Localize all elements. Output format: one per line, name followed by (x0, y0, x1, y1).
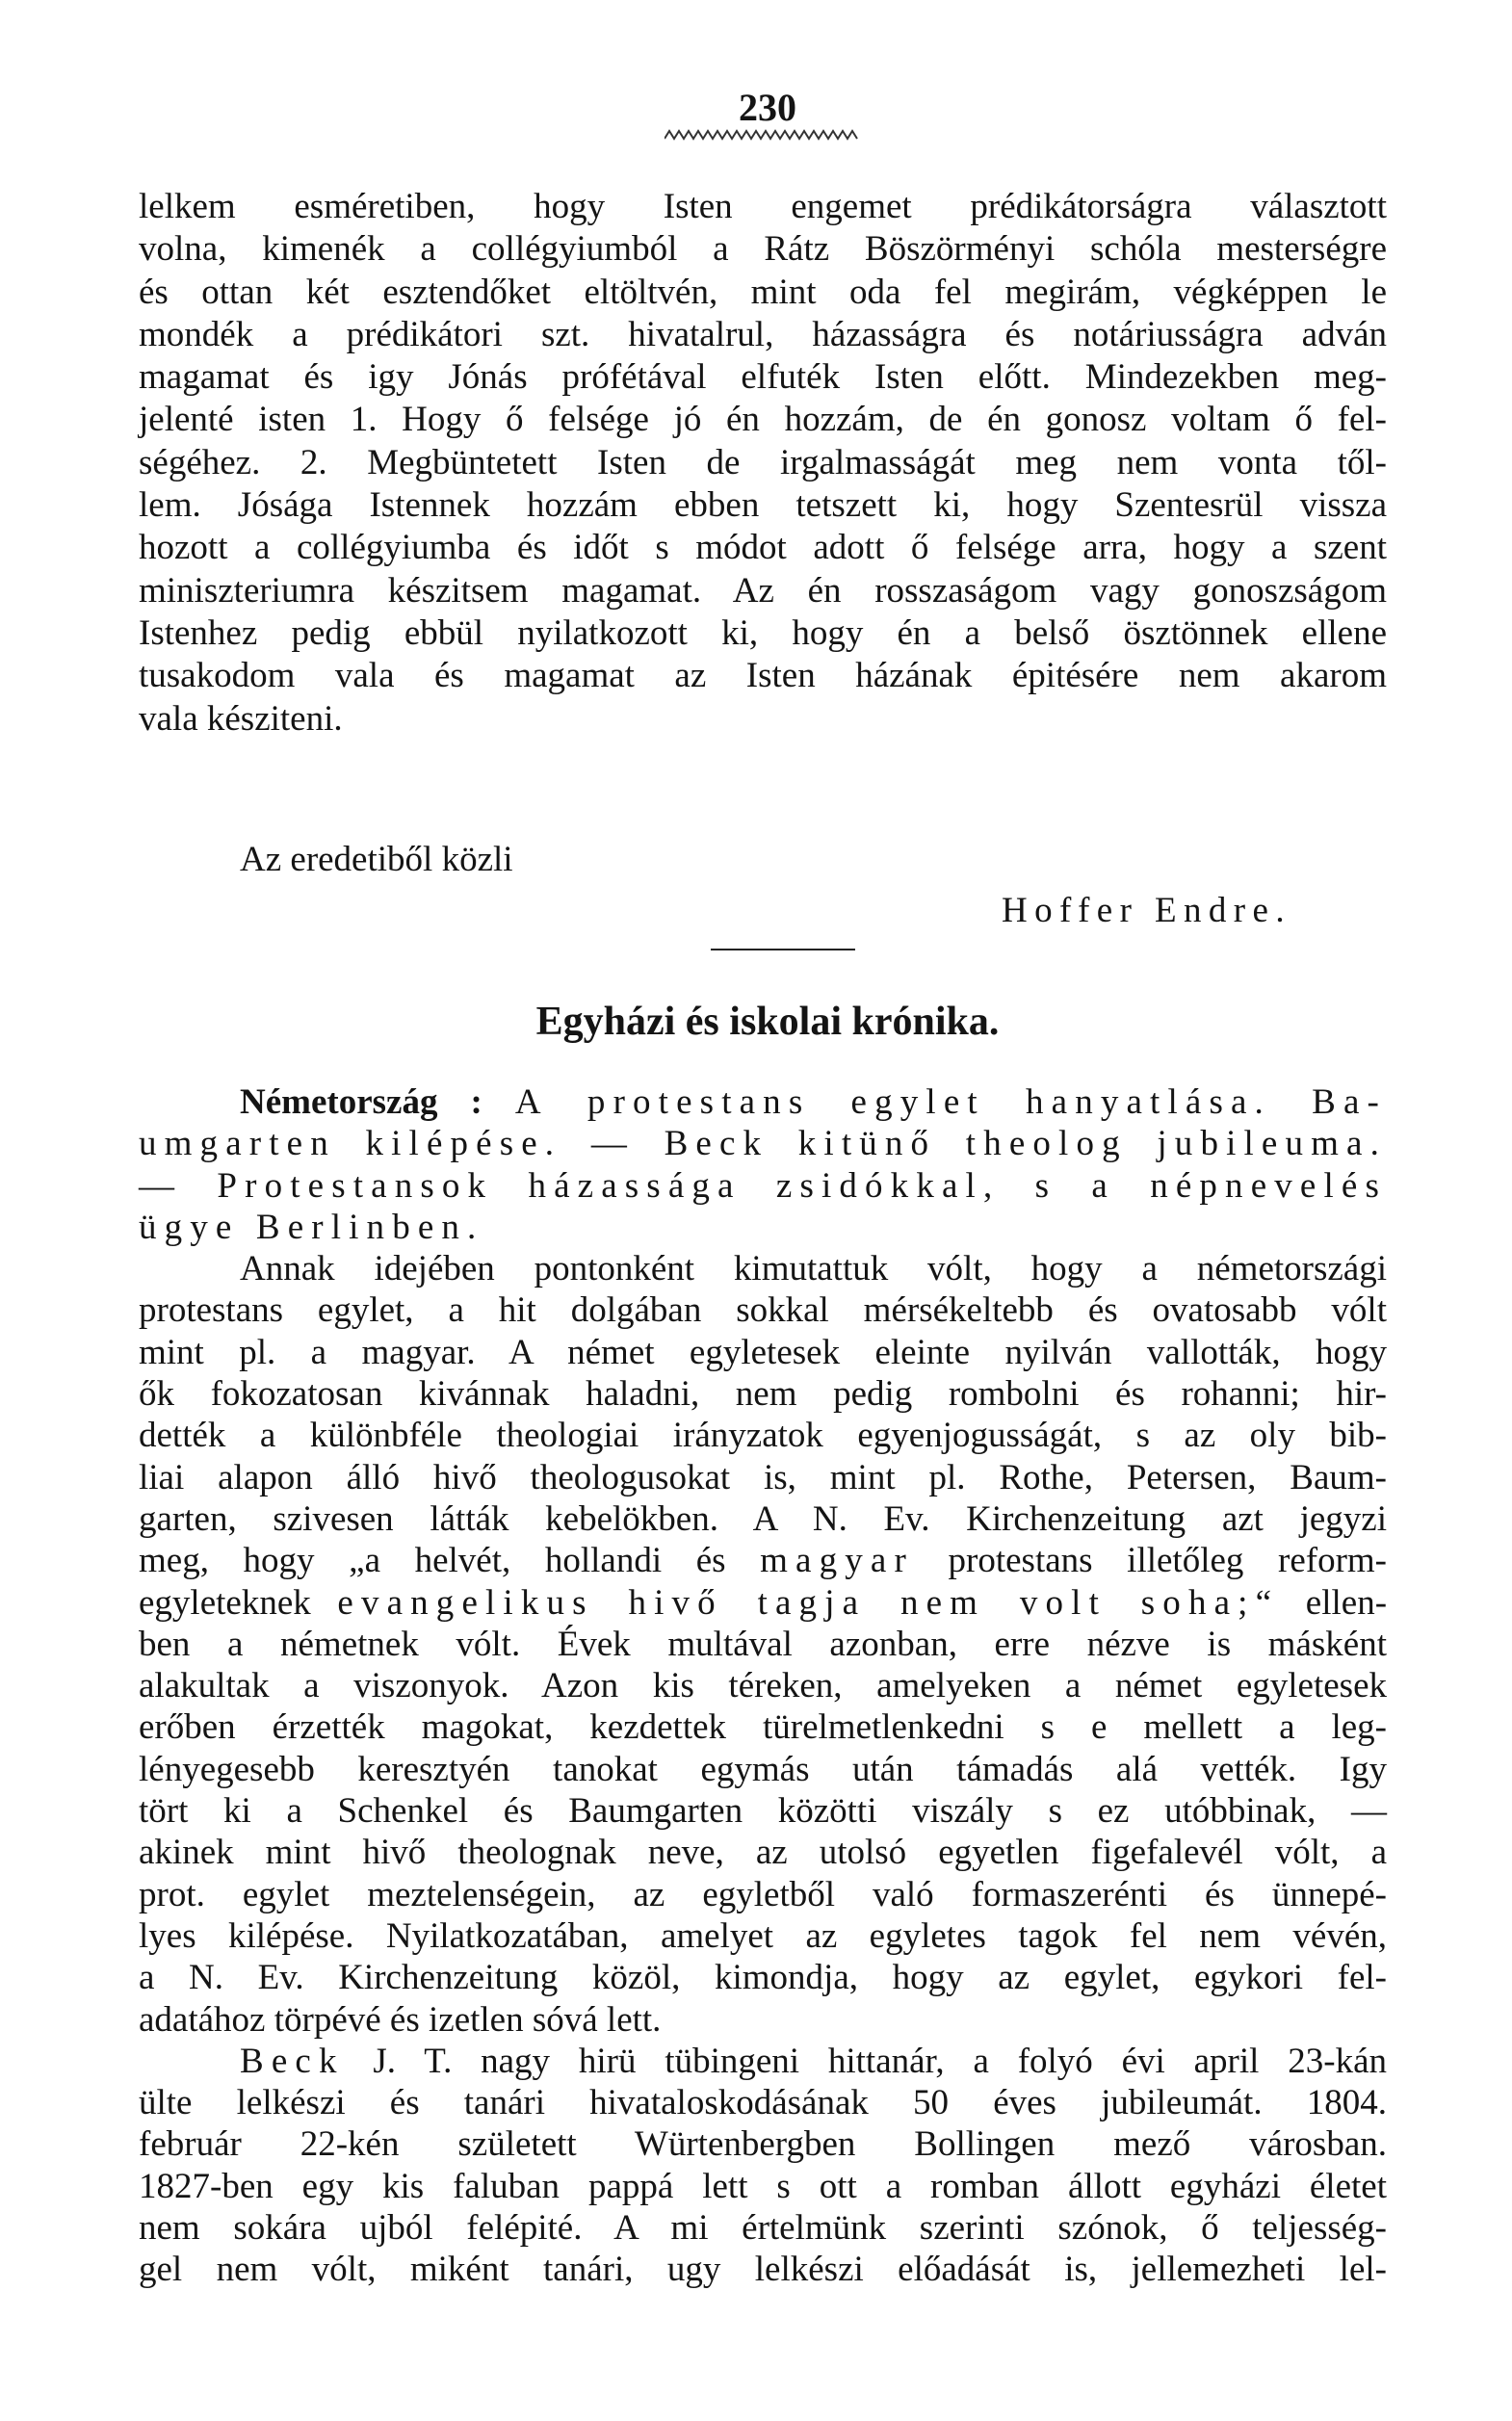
text-line: jelenté isten 1. Hogy ő felsége jó én hozzám, de én gonosz voltam ő fel- (139, 400, 1387, 440)
text-line (139, 1207, 1387, 1248)
text-line: prot. egylet meztelenségein, az egyletből való formaszerénti és ünnepé- (139, 1874, 1387, 1914)
signature-intro: Az eredetiből közli (240, 840, 513, 879)
text-line: protestans egylet, a hit dolgában sokkal mérsékeltebb és ovatosabb vólt (139, 1290, 1387, 1331)
text-line (139, 1165, 1387, 1207)
text-line: vala késziteni. (139, 698, 343, 739)
text-line: ségéhez. 2. Megbüntetett Isten de irgalmasságát meg nem vonta től- (139, 442, 1387, 482)
text-segment: ellen- (1279, 1582, 1388, 1623)
signature: Hoffer Endre. (1002, 891, 1291, 930)
spaced-text: umgarten kilépése. — Beck kitünő theolog jubileuma. (139, 1124, 1387, 1164)
text-line: dették a különbféle theologiai irányzatok egyenjogusságát, s az oly bib- (139, 1416, 1387, 1456)
spaced-text: evangelikus hivő tagja nem volt soha;“ (337, 1582, 1280, 1623)
text-line: hozott a collégyiumba és időt s módot adott ő felsége arra, hogy a szent (139, 528, 1387, 568)
text-line: ők fokozatosan kivánnak haladni, nem pedig rombolni és rohanni; hir- (139, 1374, 1387, 1415)
text-segment: egyleteknek (139, 1582, 338, 1623)
text-line: Istenhez pedig ebbül nyilatkozott ki, hogy én a belső ösztönnek ellene (139, 612, 1387, 653)
text-line (139, 1081, 1387, 1123)
spaced-text: A protestans egylet hanyatlása. Ba- (514, 1082, 1387, 1122)
text-line: nem sokára ujból felépité. A mi értelmünk szerinti szónok, ő teljesség- (139, 2208, 1387, 2249)
spaced-text: magyar (760, 1541, 914, 1581)
text-line: és ottan két esztendőket eltöltvén, mint oda fel megirám, végképpen le (139, 272, 1387, 312)
text-line: tusakodom vala és magamat az Isten házának épitésére nem akarom (139, 656, 1387, 696)
text-line: Annak idejében pontonként kimutattuk vólt, hogy a németországi (240, 1249, 1387, 1289)
text-line: garten, szivesen látták kebelökben. A N. Ev. Kirchenzeitung azt jegyzi (139, 1498, 1387, 1539)
text-line: mondék a prédikátori szt. hivatalrul, házasságra és notáriusságra adván (139, 314, 1387, 354)
text-line: 1827-ben egy kis faluban pappá lett s ott a romban állott egyházi életet (139, 2166, 1387, 2206)
ornament-zigzag (665, 129, 867, 143)
text-line: miniszteriumra készitsem magamat. Az én rosszaságom vagy gonoszságom (139, 570, 1387, 611)
text-line: mint pl. a magyar. A német egyletesek eleinte nyilván vallották, hogy (139, 1332, 1387, 1372)
text-line: a N. Ev. Kirchenzeitung közöl, kimondja, hogy az egylet, egykori fel- (139, 1958, 1387, 1998)
page-number: 230 (739, 86, 796, 129)
spaced-text: Beck (240, 2041, 345, 2081)
text-line: adatához törpévé és izetlen sóvá lett. (139, 1999, 662, 2040)
text-segment: J. T. nagy hirü tübingeni hittanár, a folyó évi april 23-kán (344, 2041, 1387, 2081)
text-line: akinek mint hivő theolognak neve, az utolsó egyetlen figefalevél vólt, a (139, 1833, 1387, 1873)
text-line: erőben érzették magokat, kezdettek türelmetlenkedni s e mellett a leg- (139, 1707, 1387, 1748)
text-line: liai alapon álló hivő theologusokat is, mint pl. Rothe, Petersen, Baum- (139, 1457, 1387, 1497)
text-line (139, 2041, 1387, 2082)
text-segment: protestans illetőleg reform- (913, 1541, 1387, 1581)
section-heading: Egyházi és iskolai krónika. (535, 1000, 1000, 1044)
text-segment: meg, hogy „a helvét, hollandi és (139, 1541, 761, 1581)
spaced-text: — Protestansok házassága zsidókkal, s a népnevelés (139, 1165, 1387, 1206)
text-line: ben a németnek vólt. Évek multával azonban, erre nézve is másként (139, 1624, 1387, 1664)
text-line: tört ki a Schenkel és Baumgarten közötti viszály s ez utóbbinak, — (139, 1791, 1387, 1832)
text-line (139, 1582, 1387, 1624)
country-label: Németország : (240, 1082, 515, 1122)
text-line: ülte lelkészi és tanári hivataloskodásának 50 éves jubileumát. 1804. (139, 2083, 1387, 2123)
letter-text (139, 186, 1387, 741)
text-line (139, 1123, 1387, 1164)
text-line: gel nem vólt, miként tanári, ugy lelkészi előadását is, jellemezheti lel- (139, 2250, 1387, 2290)
text-line: lelkem esméretiben, hogy Isten engemet prédikátorságra választott (139, 187, 1387, 226)
text-line: lem. Jósága Istennek hozzám ebben tetszett ki, hogy Szentesrül vissza (139, 485, 1387, 526)
section-divider (711, 949, 855, 950)
text-line: alakultak a viszonyok. Azon kis téreken, amelyeken a német egyletesek (139, 1666, 1387, 1706)
text-line: lényegesebb keresztyén tanokat egymás után támadás alá vették. Igy (139, 1749, 1387, 1789)
text-line: február 22-kén született Würtenbergben Bollingen mező városban. (139, 2124, 1387, 2165)
chronicle-text (139, 1081, 1387, 2291)
text-line (139, 1540, 1387, 1581)
spaced-text: ügye Berlinben. (139, 1207, 484, 1247)
text-line: volna, kimenék a collégyiumból a Rátz Böszörményi schóla mesterségre (139, 229, 1387, 270)
text-line: magamat és igy Jónás prófétával elfuték Isten előtt. Mindezekben meg- (139, 357, 1387, 398)
text-line: lyes kilépése. Nyilatkozatában, amelyet az egyletes tagok fel nem vévén, (139, 1915, 1387, 1956)
